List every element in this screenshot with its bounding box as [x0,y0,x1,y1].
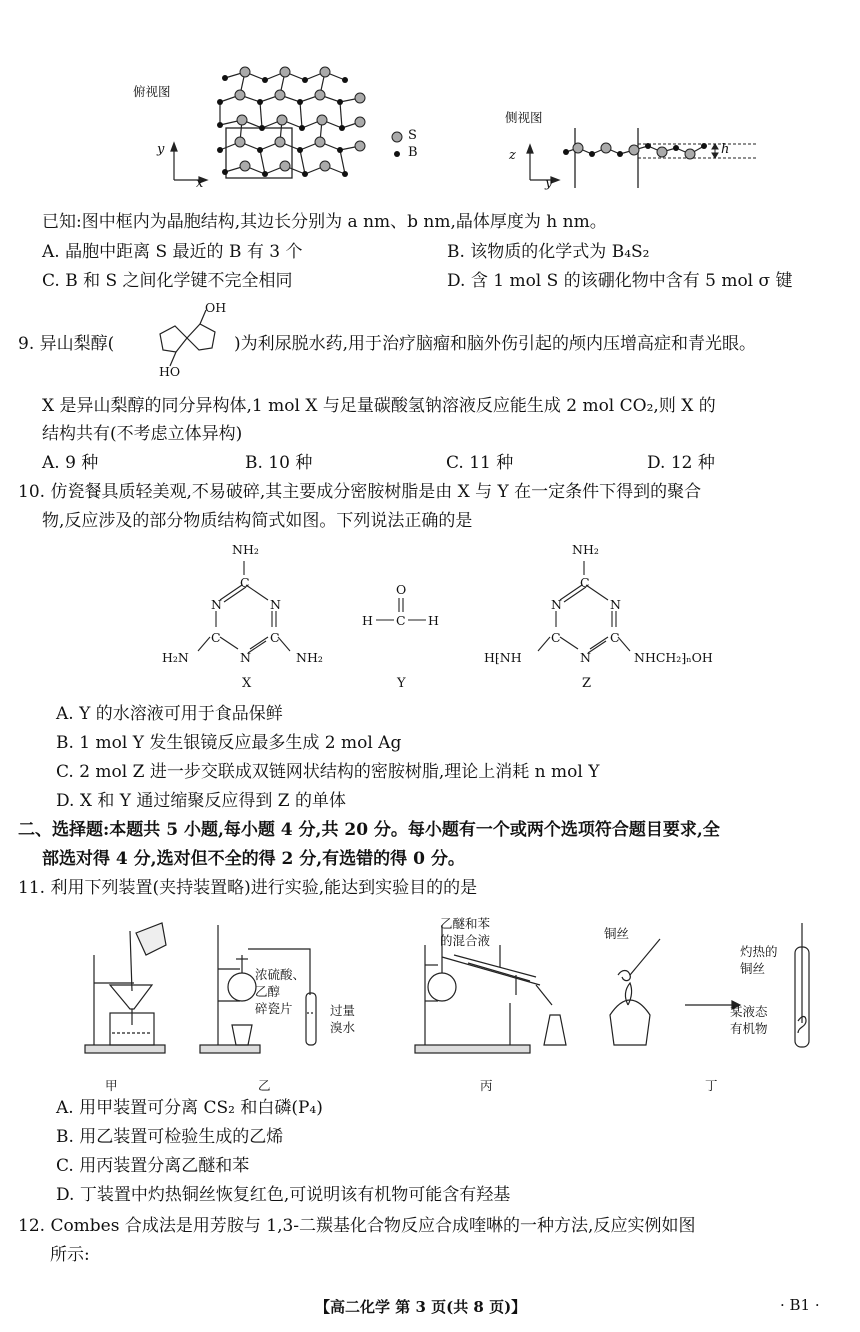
axis-z-label: z [509,148,516,163]
q9-line2: X 是异山梨醇的同分异构体,1 mol X 与足量碳酸氢钠溶液反应能生成 2 mol CO₂,则 X 的 [42,396,716,416]
q10-line1: 10. 仿瓷餐具质轻美观,不易破碎,其主要成分密胺树脂是由 X 与 Y 在一定条件下得到的聚合 [18,482,702,502]
legend-b: B [408,145,418,160]
top-view-crystal-diagram [150,60,380,195]
x-label: X [242,676,252,691]
z-c-left: C [551,630,561,645]
x-n-left: N [211,597,222,612]
q10-option-d: D. X 和 Y 通过缩聚反应得到 Z 的单体 [56,791,346,811]
axis-x-label: x [196,176,204,191]
oh-top: OH [205,300,227,315]
x-nh2-right: NH₂ [296,650,323,665]
legend-s: S [408,128,417,143]
q12-line1: 12. Combes 合成法是用芳胺与 1,3-二羰基化合物反应合成喹啉的一种方法,反应实例如图 [18,1216,696,1236]
axis-h-label: h [721,142,730,157]
z-n-bottom: N [580,650,591,665]
ding-hot-2: 铜丝 [740,961,766,976]
footer-page-info: 【高二化学 第 3 页(共 8 页)】 [315,1298,527,1316]
label-bing: 丙 [480,1078,493,1093]
q8-option-d: D. 含 1 mol S 的该硼化物中含有 5 mol σ 键 [447,271,793,291]
q9-stem-post: )为利尿脱水药,用于治疗脑瘤和脑外伤引起的颅内压增高症和青光眼。 [234,334,757,354]
q10-option-b: B. 1 mol Y 发生银镜反应最多生成 2 mol Ag [56,733,402,753]
q10-option-c: C. 2 mol Z 进一步交联成双链网状结构的密胺树脂,理论上消耗 n mol Y [56,762,600,782]
x-h2n: H₂N [162,650,189,665]
section2-line2: 部选对得 4 分,选对但不全的得 2 分,有选错的得 0 分。 [42,849,465,869]
x-c-left: C [211,630,221,645]
q9-option-a: A. 9 种 [42,453,99,473]
legend-marks [388,128,408,162]
label-jia: 甲 [105,1078,118,1093]
q10-option-a: A. Y 的水溶液可用于食品保鲜 [56,704,283,724]
oh-bottom: HO [159,364,181,379]
q10-line2: 物,反应涉及的部分物质结构简式如图。下列说法正确的是 [42,511,473,531]
ding-copper: 铜丝 [604,926,630,941]
z-nh2-top: NH₂ [572,542,599,557]
z-left-group: H⁅NH [484,650,522,665]
side-view-label: 侧视图 [505,110,543,125]
q9-line3: 结构共有(不考虑立体异构) [42,424,243,444]
q9-option-c: C. 11 种 [446,453,514,473]
q12-line2: 所示: [50,1245,90,1265]
yi-reagent-2: 乙醇 [255,984,281,999]
z-right-group: NHCH₂⁆ₙOH [634,650,713,665]
top-view-label: 俯视图 [133,84,171,99]
x-c-right: C [270,630,280,645]
q11-option-d: D. 丁装置中灼热铜丝恢复红色,可说明该有机物可能含有羟基 [56,1185,511,1205]
q8-option-a: A. 晶胞中距离 S 最近的 B 有 3 个 [42,242,303,262]
q8-option-b: B. 该物质的化学式为 B₄S₂ [447,242,650,262]
z-c-right: C [610,630,620,645]
y-h-right: H [428,613,439,628]
q8-option-c: C. B 和 S 之间化学键不完全相同 [42,271,293,291]
z-n-right: N [610,597,621,612]
x-n-bottom: N [240,650,251,665]
x-c-top: C [240,575,250,590]
x-nh2-top: NH₂ [232,542,259,557]
label-ding: 丁 [705,1078,718,1093]
yi-excess-2: 溴水 [330,1020,356,1035]
axis-y-label: y [157,142,165,157]
q9-option-b: B. 10 种 [245,453,313,473]
yi-reagent-1: 浓硫酸、 [255,967,306,982]
label-yi: 乙 [258,1078,271,1093]
y-label: Y [397,676,406,691]
bing-mix-2: 的混合液 [440,933,491,948]
y-c: C [396,613,406,628]
ding-hot-1: 灼热的 [740,944,778,959]
q11-option-c: C. 用丙装置分离乙醚和苯 [56,1156,250,1176]
yi-excess-1: 过量 [330,1003,356,1018]
q11-stem: 11. 利用下列装置(夹持装置略)进行实验,能达到实验目的的是 [18,878,478,898]
bing-mix-1: 乙醚和苯 [440,916,491,931]
ding-org-1: 某液态 [730,1004,768,1019]
y-h-left: H [362,613,373,628]
z-label: Z [582,676,592,691]
section2-line1: 二、选择题:本题共 5 小题,每小题 4 分,共 20 分。每小题有一个或两个选项符合题目要求,全 [18,820,720,840]
q8-given: 已知:图中框内为晶胞结构,其边长分别为 a nm、b nm,晶体厚度为 h nm。 [42,212,607,232]
q11-option-b: B. 用乙装置可检验生成的乙烯 [56,1127,284,1147]
axis-y2-label: y [545,176,553,191]
q9-stem-pre: 9. 异山梨醇( [18,334,115,354]
x-n-right: N [270,597,281,612]
y-o: O [396,582,407,597]
yi-reagent-3: 碎瓷片 [255,1001,293,1016]
ding-org-2: 有机物 [730,1021,768,1036]
z-c-top: C [580,575,590,590]
footer-code: · B1 · [780,1296,820,1314]
z-n-left: N [551,597,562,612]
q9-option-d: D. 12 种 [647,453,715,473]
q11-option-a: A. 用甲装置可分离 CS₂ 和白磷(P₄) [56,1098,323,1118]
